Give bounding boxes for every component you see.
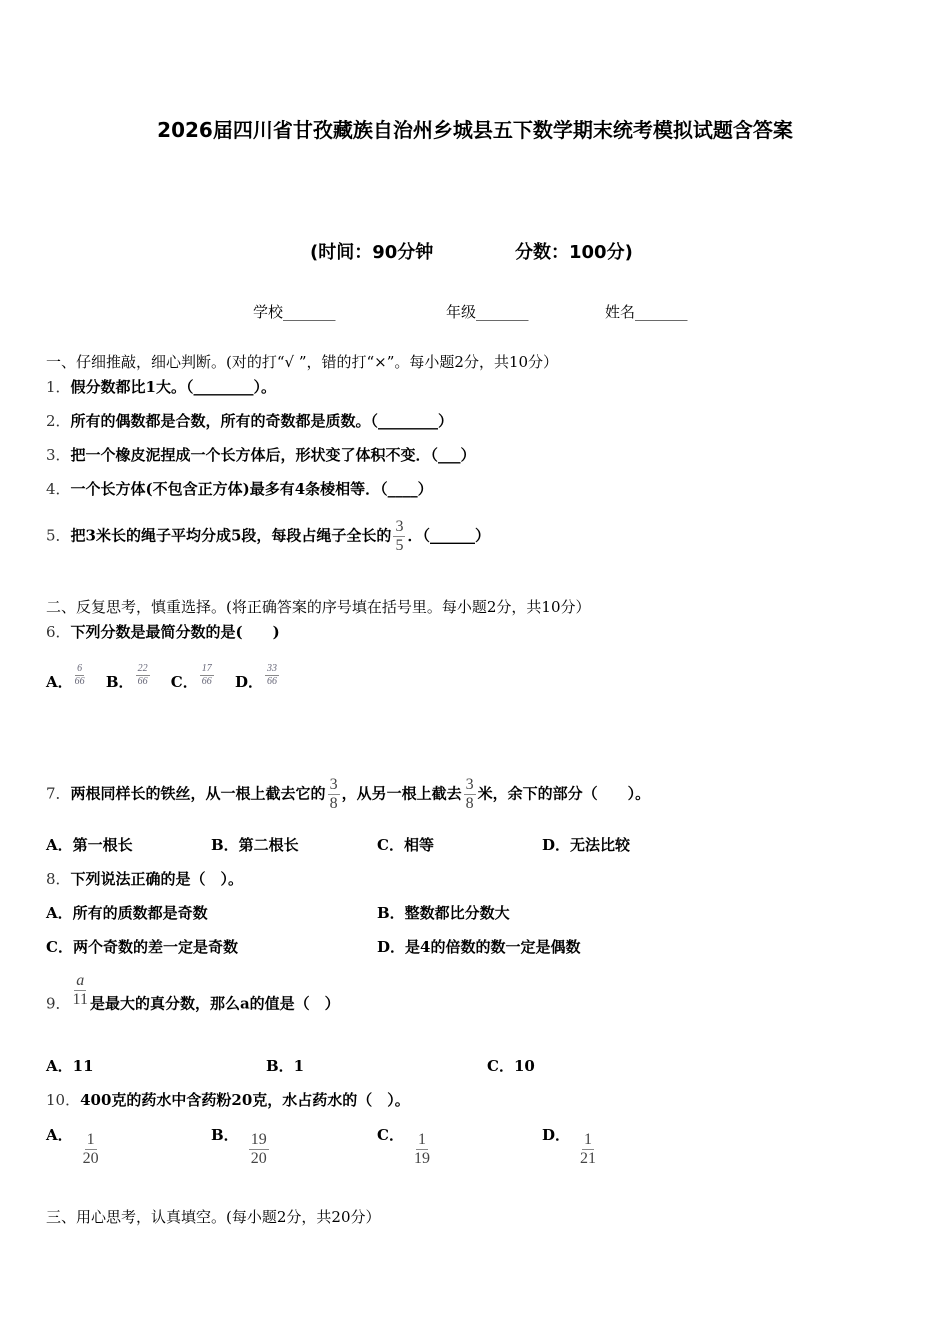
fraction: $\frac{3}{8}$ (465, 776, 474, 812)
option-b[interactable]: B． $\frac{19}{20}$ (211, 1126, 267, 1167)
fraction: $\frac{3}{8}$ (329, 776, 338, 812)
name-field: 姓名_______ (605, 303, 688, 321)
time-label: (时间：90分钟 (310, 242, 434, 263)
option-a[interactable]: A． $\frac{6}{66}$ (46, 663, 85, 691)
q-text: 两根同样长的铁丝，从一根上截去它的 (70, 784, 326, 803)
option-d[interactable]: D．是4的倍数的数一定是偶数 (377, 938, 581, 956)
q-text: 400克的药水中含药粉20克，水占药水的（ ）。 (80, 1091, 410, 1109)
option-d[interactable]: D． $\frac{1}{21}$ (542, 1126, 597, 1167)
q-text: 所有的偶数都是合数，所有的奇数都是质数。（________） (70, 412, 454, 430)
q-number: 9． (46, 994, 71, 1013)
q-text: 米，余下的部分（ ）。 (477, 784, 651, 803)
fraction: $\frac{a}{11}$ (72, 972, 88, 1008)
fraction: $\frac{3}{5}$ (395, 518, 404, 554)
section-3-heading: 三、用心思考，认真填空。(每小题2分，共20分） (46, 1208, 381, 1226)
q-number: 7． (46, 784, 71, 803)
q-number: 1． (46, 378, 71, 396)
option-b[interactable]: B． $\frac{22}{66}$ (105, 663, 148, 691)
q-number: 2． (46, 412, 71, 430)
question-5 (46, 518, 490, 555)
option-d[interactable]: D．无法比较 (542, 836, 631, 854)
q-text: 把一个橡皮泥捏成一个长方体后，形状变了体积不变．（___） (70, 446, 476, 464)
score-label: 分数：100分) (515, 242, 633, 263)
option-a[interactable]: A．所有的质数都是奇数 (46, 904, 208, 922)
option-b[interactable]: B．1 (266, 1057, 305, 1075)
question-7 (46, 776, 650, 813)
grade-field: 年级_______ (446, 303, 529, 321)
question-3 (46, 444, 476, 465)
option-b[interactable]: B．第二根长 (211, 836, 299, 854)
option-c[interactable]: C．两个奇数的差一定是奇数 (46, 938, 238, 956)
q-number: 3． (46, 446, 71, 464)
question-4 (46, 478, 433, 499)
school-field: 学校_______ (253, 303, 336, 321)
q-text: 假分数都比1大。（________）。 (70, 378, 276, 396)
q-text: 下列说法正确的是（ ）。 (70, 870, 244, 888)
q6-options (46, 663, 281, 692)
q-number: 8． (46, 870, 71, 888)
question-1 (46, 376, 276, 397)
question-10 (46, 1089, 410, 1110)
option-c[interactable]: C． $\frac{1}{19}$ (377, 1126, 430, 1167)
option-c[interactable]: C． $\frac{17}{66}$ (170, 663, 212, 691)
q-text: 是最大的真分数，那么a的值是（ ） (89, 994, 340, 1013)
q-number: 5． (46, 526, 71, 545)
section-1-heading: 一、仔细推敲，细心判断。(对的打“√ ”，错的打“×”。每小题2分，共10分） (46, 353, 559, 371)
q-number: 4． (46, 480, 71, 498)
q-text: 一个长方体(不包含正方体)最多有4条棱相等．（____） (70, 480, 433, 498)
question-6 (46, 621, 280, 642)
page-title: 2026届四川省甘孜藏族自治州乡城县五下数学期末统考模拟试题含答案 (157, 118, 793, 142)
option-c[interactable]: C．10 (487, 1057, 535, 1075)
option-a[interactable]: A．第一根长 (46, 836, 133, 854)
option-a[interactable]: A． $\frac{1}{20}$ (46, 1126, 99, 1167)
option-c[interactable]: C．相等 (377, 836, 434, 854)
option-a[interactable]: A．11 (46, 1057, 94, 1075)
option-d[interactable]: D． $\frac{33}{66}$ (234, 663, 277, 691)
q-number: 6． (46, 623, 71, 641)
question-8 (46, 868, 243, 889)
q-number: 10． (46, 1091, 81, 1109)
question-2 (46, 410, 453, 431)
q-text: ，从另一根上截去 (341, 784, 462, 803)
q-text: 把3米长的绳子平均分成5段，每段占绳子全长的 (70, 526, 392, 545)
section-2-heading: 二、反复思考，慎重选择。(将正确答案的序号填在括号里。每小题2分，共10分） (46, 598, 591, 616)
q-text: 下列分数是最简分数的是( ) (70, 623, 280, 641)
q-text: ．（______） (407, 526, 490, 545)
question-9 (46, 972, 340, 1014)
option-b[interactable]: B．整数都比分数大 (377, 904, 510, 922)
